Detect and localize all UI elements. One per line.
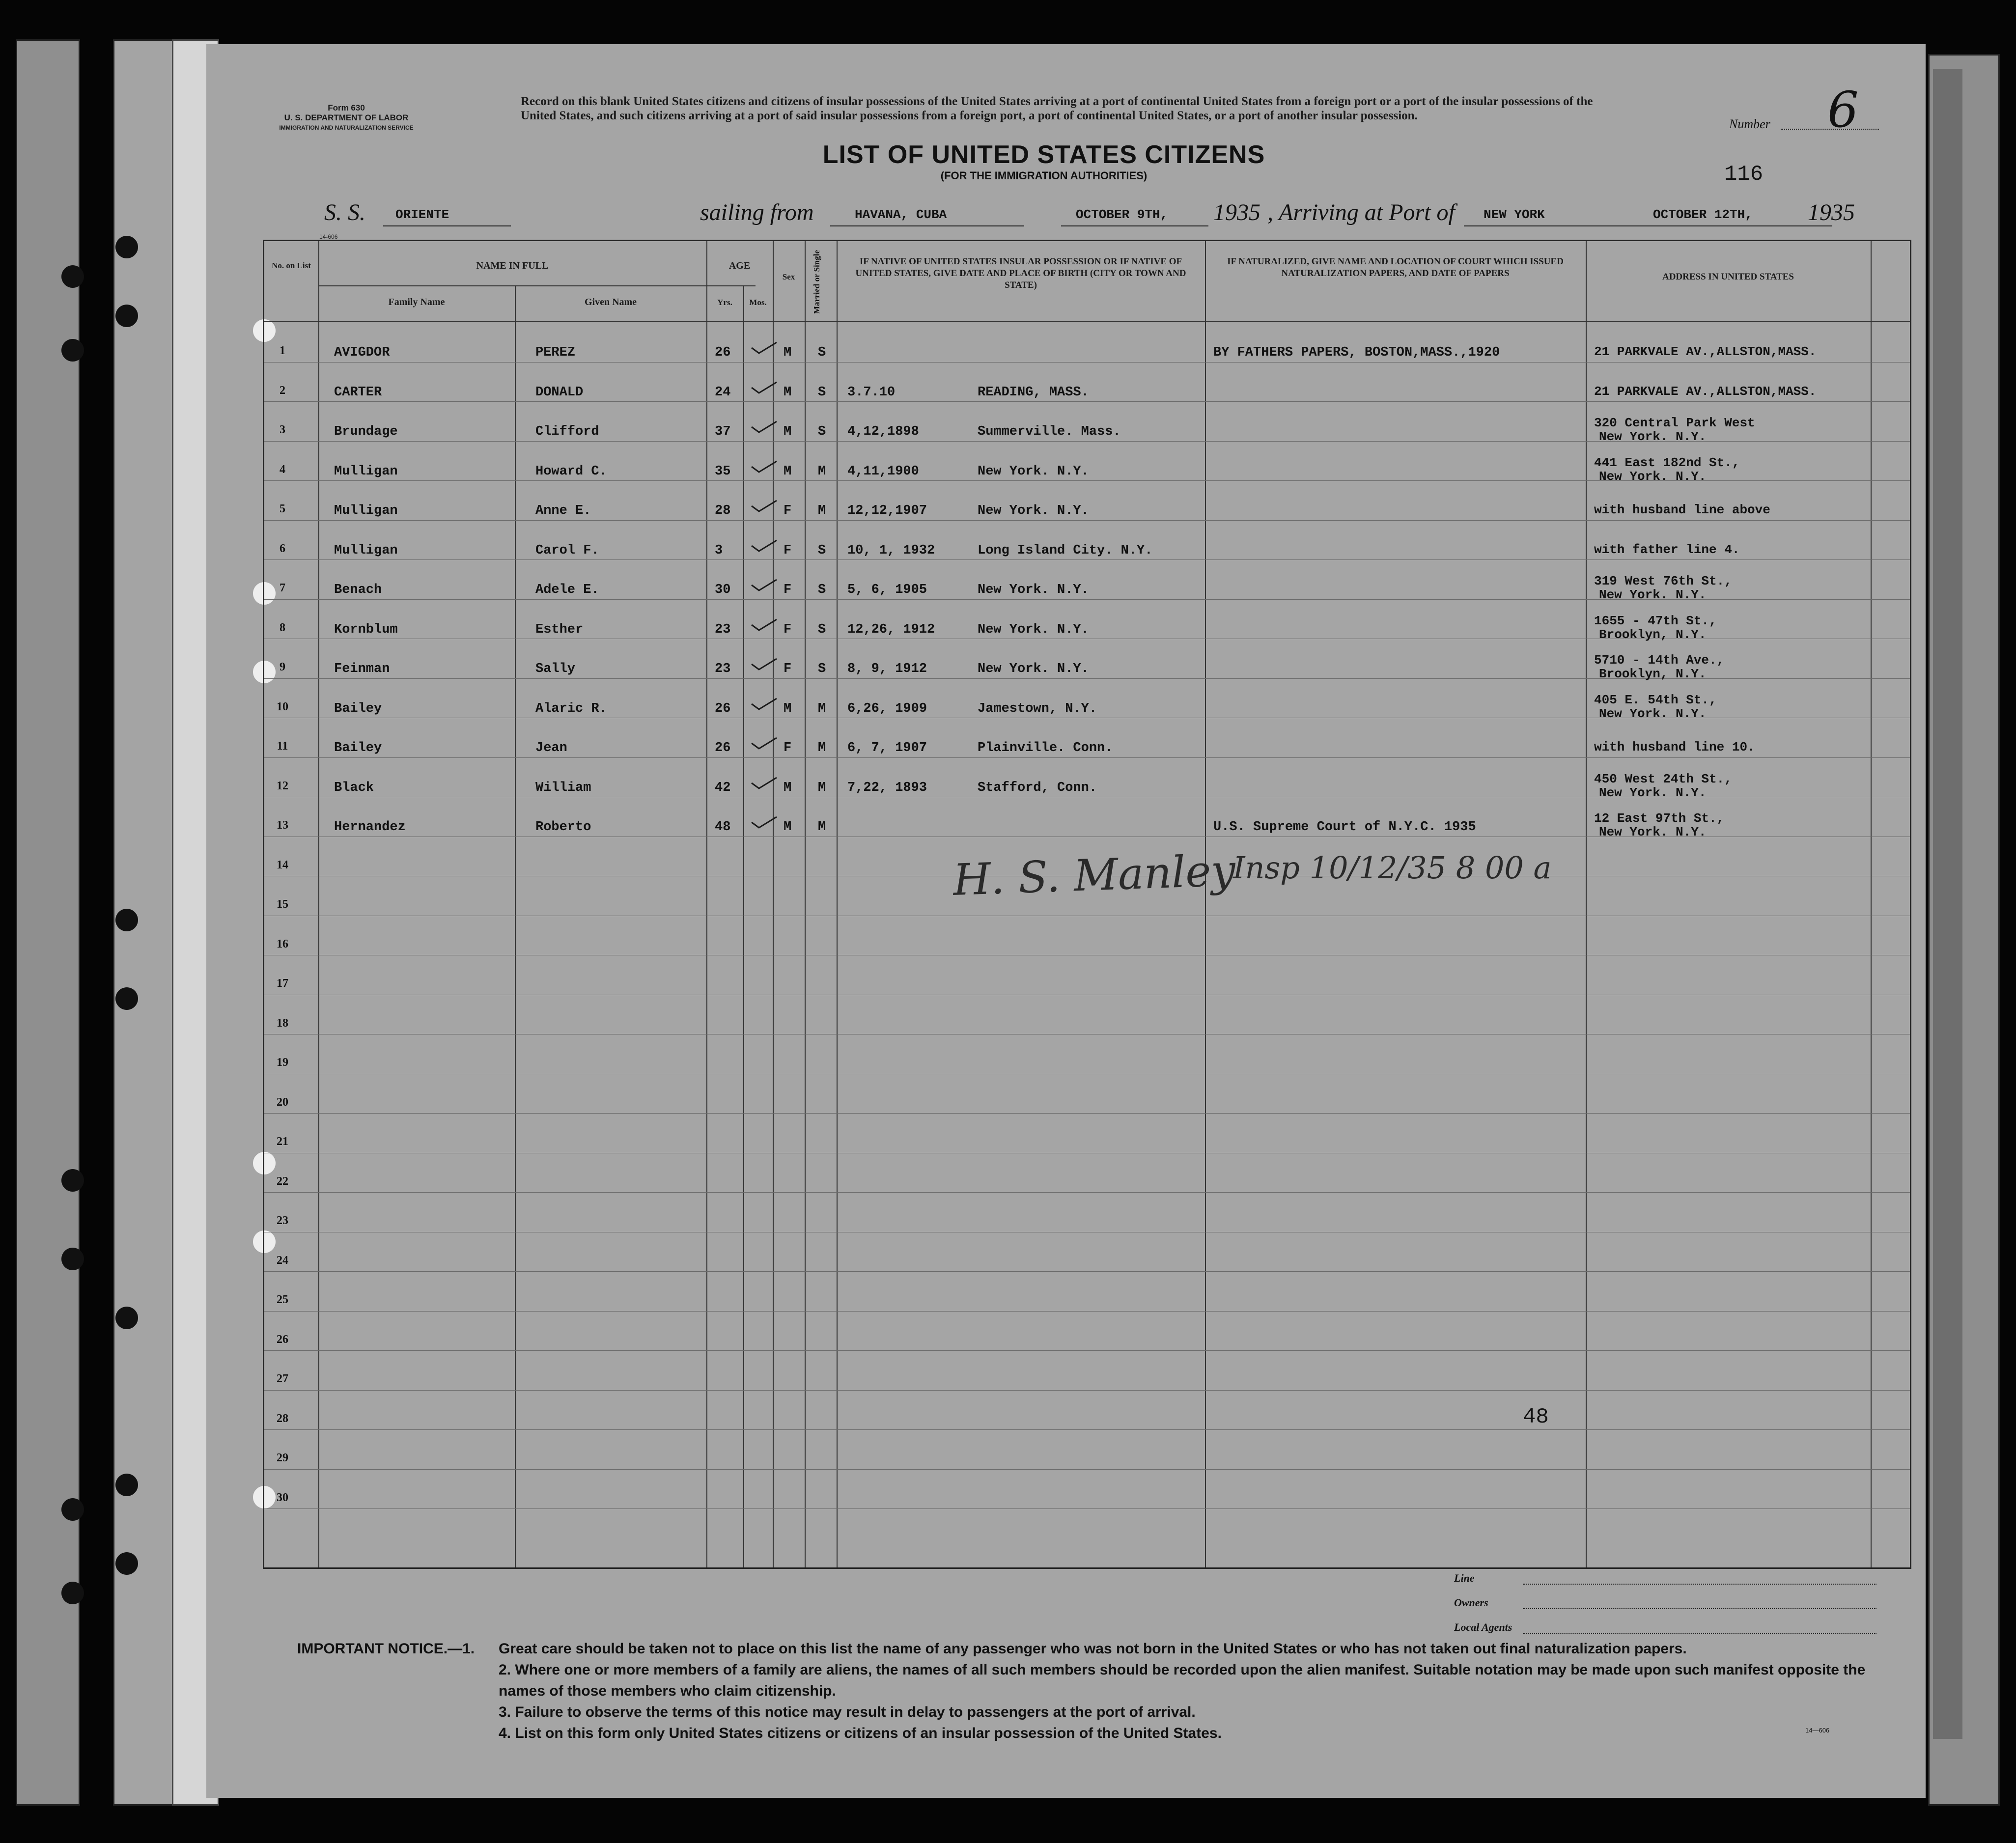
- sex: F: [784, 741, 792, 755]
- line-field: [1523, 1584, 1876, 1585]
- address-line-2: Brooklyn, N.Y.: [1599, 627, 1707, 642]
- address-line-1: 319 West 76th St.,: [1594, 574, 1732, 588]
- departure-date: OCTOBER 9TH,: [1076, 207, 1168, 222]
- birth-place: Long Island City. N.Y.: [978, 543, 1153, 558]
- sex: M: [784, 780, 792, 795]
- sex: F: [784, 583, 792, 597]
- punch-hole: [115, 236, 138, 258]
- age-years: 30: [715, 583, 731, 597]
- address-line-1: 21 PARKVALE AV.,ALLSTON,MASS.: [1594, 344, 1817, 359]
- family-name: Kornblum: [334, 622, 398, 637]
- address-line-2: New York. N.Y.: [1599, 825, 1707, 839]
- address-line-1: with husband line above: [1594, 503, 1770, 517]
- address-line-2: Brooklyn, N.Y.: [1599, 667, 1707, 681]
- age-years: 23: [715, 662, 731, 676]
- number-label: Number: [1729, 117, 1770, 131]
- address-line-2: New York. N.Y.: [1599, 706, 1707, 721]
- age-years: 26: [715, 345, 731, 360]
- address-line-1: 450 West 24th St.,: [1594, 771, 1732, 786]
- birth-place: New York. N.Y.: [978, 622, 1089, 637]
- family-name: Mulligan: [334, 543, 398, 558]
- row-number: 7: [280, 582, 285, 594]
- marital-status: S: [818, 424, 826, 439]
- row-number: 18: [277, 1016, 288, 1030]
- row-number: 4: [280, 463, 285, 476]
- row-rule: [264, 1390, 1910, 1391]
- row-rule: [264, 1350, 1910, 1351]
- marital-status: M: [818, 701, 826, 716]
- sex: M: [784, 385, 792, 400]
- address-line-2: New York. N.Y.: [1599, 785, 1707, 800]
- naturalization: U.S. Supreme Court of N.Y.C. 1935: [1213, 820, 1476, 835]
- address-line-2: New York. N.Y.: [1599, 587, 1707, 602]
- marital-status: S: [818, 622, 826, 637]
- given-name: Roberto: [535, 820, 591, 835]
- row-rule: [264, 1429, 1910, 1430]
- row-number: 27: [277, 1372, 288, 1385]
- row-rule: [264, 1192, 1910, 1193]
- row-rule: [264, 1271, 1910, 1272]
- birth-date: 12,12,1907: [847, 503, 927, 518]
- header-yrs: Yrs.: [717, 298, 732, 307]
- notice-item-4: 4. List on this form only United States citizens or citizens of an insular possession of the United States.: [499, 1725, 1222, 1741]
- birth-place: New York. N.Y.: [978, 583, 1089, 597]
- address-line-1: 21 PARKVALE AV.,ALLSTON,MASS.: [1594, 384, 1817, 399]
- address-line-1: 5710 - 14th Ave.,: [1594, 653, 1725, 668]
- birth-place: Summerville. Mass.: [978, 424, 1121, 439]
- given-name: Esther: [535, 622, 584, 637]
- family-name: Mulligan: [334, 464, 398, 479]
- family-name: AVIGDOR: [334, 345, 390, 360]
- birth-date: 6, 7, 1907: [847, 741, 927, 755]
- row-rule: [264, 1311, 1910, 1312]
- given-name: William: [535, 780, 591, 795]
- form-code: 14—606: [1805, 1727, 1830, 1734]
- header-naturalized: IF NATURALIZED, GIVE NAME AND LOCATION OF COURT WHICH ISSUED NATURALIZATION PAPERS, AND DATE OF PAPERS: [1227, 256, 1564, 279]
- inspection-notation: Insp 10/12/35 8 00 a: [1233, 850, 1552, 886]
- header-sex: Sex: [782, 272, 795, 281]
- arrival-year: 1935: [1808, 199, 1855, 225]
- marital-status: M: [818, 464, 826, 479]
- arrival-port: NEW YORK: [1484, 207, 1545, 222]
- sailing-label: sailing from: [700, 199, 814, 225]
- family-name: Bailey: [334, 741, 382, 755]
- birth-place: Stafford, Conn.: [978, 780, 1097, 795]
- birth-date: 6,26, 1909: [847, 701, 927, 716]
- sex: F: [784, 622, 792, 637]
- birth-date: 8, 9, 1912: [847, 662, 927, 676]
- row-number: 11: [277, 740, 288, 753]
- punch-hole: [115, 909, 138, 931]
- family-name: Benach: [334, 583, 382, 597]
- check-mark-icon: [749, 340, 779, 355]
- family-name: Hernandez: [334, 820, 406, 835]
- header-family-name: Family Name: [388, 297, 445, 307]
- row-number: 12: [277, 779, 288, 792]
- row-number: 9: [280, 661, 285, 673]
- stamp-number: 116: [1724, 162, 1764, 187]
- header-address: ADDRESS IN UNITED STATES: [1662, 272, 1794, 282]
- birth-place: Plainville. Conn.: [978, 741, 1113, 755]
- row-number: 30: [277, 1491, 288, 1504]
- right-binder-shadow: [1933, 69, 1962, 1739]
- notice-lead: IMPORTANT NOTICE.—1.: [297, 1641, 475, 1657]
- header-name-in-full: NAME IN FULL: [476, 260, 549, 271]
- given-name: DONALD: [535, 385, 584, 400]
- tally-number: 48: [1523, 1405, 1549, 1429]
- address-line-1: with husband line 10.: [1594, 740, 1755, 754]
- punch-hole: [115, 1552, 138, 1575]
- punch-hole: [61, 1582, 84, 1604]
- row-rule: [264, 362, 1910, 363]
- age-years: 28: [715, 503, 731, 518]
- punch-hole: [115, 987, 138, 1010]
- marital-status: M: [818, 503, 826, 518]
- birth-place: New York. N.Y.: [978, 464, 1089, 479]
- voyage-line: [324, 199, 1862, 231]
- given-name: Adele E.: [535, 583, 599, 597]
- check-mark-icon: [749, 697, 779, 711]
- header-birth: IF NATIVE OF UNITED STATES INSULAR POSSESSION OR IF NATIVE OF UNITED STATES, GIVE DATE AND PLACE OF BIRTH (CITY OR TOWN AND STATE): [855, 256, 1186, 290]
- header-married-single: Married or Single: [812, 250, 821, 314]
- row-rule: [264, 757, 1910, 758]
- sex: F: [784, 503, 792, 518]
- service-name: IMMIGRATION AND NATURALIZATION SERVICE: [279, 124, 414, 131]
- sex: M: [784, 701, 792, 716]
- given-name: Clifford: [535, 424, 599, 439]
- departure-year: 1935: [1213, 199, 1260, 225]
- check-mark-icon: [749, 617, 779, 632]
- notice-item-1: Great care should be taken not to place on this list the name of any passenger who was not born in the United States or who has not taken out final naturalization papers.: [499, 1641, 1687, 1657]
- family-name: Feinman: [334, 662, 390, 676]
- row-number: 10: [277, 700, 288, 713]
- form-instructions: Record on this blank United States citizens and citizens of insular possessions of the United States arriving at a port of continental United States from a foreign port or a port of the insular possessions of the United States, and such citizens arriving at a port of said insular possessions from a foreign port, a port of continental United States, or a port of another insular possession.: [521, 95, 1593, 122]
- family-name: Mulligan: [334, 503, 398, 518]
- owners-field: [1523, 1608, 1876, 1609]
- punch-hole: [115, 1307, 138, 1329]
- given-name: Carol F.: [535, 543, 599, 558]
- family-name: Bailey: [334, 701, 382, 716]
- age-years: 26: [715, 701, 731, 716]
- row-rule: [264, 520, 1910, 521]
- punch-hole: [61, 1498, 84, 1521]
- family-name: Black: [334, 780, 374, 795]
- marital-status: S: [818, 385, 826, 400]
- page-subtitle: (FOR THE IMMIGRATION AUTHORITIES): [940, 169, 1148, 182]
- check-mark-icon: [749, 776, 779, 790]
- ship-name: ORIENTE: [395, 207, 449, 222]
- marital-status: M: [818, 820, 826, 835]
- birth-place: Jamestown, N.Y.: [978, 701, 1097, 716]
- row-number: 23: [277, 1214, 288, 1227]
- marital-status: S: [818, 345, 826, 360]
- header-given-name: Given Name: [584, 297, 637, 307]
- address-line-2: New York. N.Y.: [1599, 429, 1707, 444]
- given-name: PEREZ: [535, 345, 576, 360]
- marital-status: M: [818, 780, 826, 795]
- arriving-label: , Arriving at Port of: [1267, 199, 1455, 225]
- address-line-1: with father line 4.: [1594, 542, 1740, 557]
- sex: M: [784, 820, 792, 835]
- small-tag: 14-606: [319, 233, 338, 240]
- sheet-number: 6: [1827, 81, 1859, 139]
- age-years: 3: [715, 543, 723, 558]
- naturalization: BY FATHERS PAPERS, BOSTON,MASS.,1920: [1213, 345, 1500, 360]
- check-mark-icon: [749, 380, 779, 395]
- row-number: 19: [277, 1056, 288, 1069]
- department-name: U. S. DEPARTMENT OF LABOR: [284, 113, 409, 122]
- row-rule: [264, 1113, 1910, 1114]
- marital-status: M: [818, 741, 826, 755]
- age-years: 35: [715, 464, 731, 479]
- punch-hole: [115, 305, 138, 327]
- check-mark-icon: [749, 578, 779, 592]
- sex: M: [784, 424, 792, 439]
- check-mark-icon: [749, 538, 779, 553]
- punch-hole: [61, 1248, 84, 1270]
- birth-date: 4,12,1898: [847, 424, 919, 439]
- notice-item-2: 2. Where one or more members of a family are aliens, the names of all such members should be recorded upon the alien manifest. Suitable notation may be made upon such manifest opposite the names of those members who claim citizenship.: [499, 1662, 1866, 1699]
- age-years: 48: [715, 820, 731, 835]
- birth-place: READING, MASS.: [978, 385, 1089, 400]
- marital-status: S: [818, 583, 826, 597]
- row-rule: [264, 559, 1910, 560]
- birth-date: 3.7.10: [847, 385, 896, 400]
- sex: M: [784, 464, 792, 479]
- birth-date: 4,11,1900: [847, 464, 919, 479]
- row-number: 28: [277, 1412, 288, 1425]
- row-number: 22: [277, 1174, 288, 1188]
- birth-date: 10, 1, 1932: [847, 543, 935, 558]
- row-number: 8: [280, 621, 285, 634]
- check-mark-icon: [749, 459, 779, 474]
- owners-label: Owners: [1454, 1596, 1488, 1609]
- row-number: 20: [277, 1095, 288, 1109]
- birth-place: New York. N.Y.: [978, 662, 1089, 676]
- row-number: 3: [280, 423, 285, 436]
- ss-label: S. S.: [324, 199, 365, 225]
- birth-date: 12,26, 1912: [847, 622, 935, 637]
- address-line-1: 1655 - 47th St.,: [1594, 613, 1717, 628]
- row-number: 29: [277, 1452, 288, 1464]
- age-years: 23: [715, 622, 731, 637]
- page-title: LIST OF UNITED STATES CITIZENS: [822, 140, 1265, 169]
- sex: F: [784, 543, 792, 558]
- line-label: Line: [1454, 1572, 1475, 1584]
- age-years: 26: [715, 741, 731, 755]
- punch-hole: [115, 1474, 138, 1496]
- check-mark-icon: [749, 815, 779, 830]
- row-number: 26: [277, 1333, 288, 1346]
- birth-date: 7,22, 1893: [847, 780, 927, 795]
- given-name: Jean: [535, 741, 567, 755]
- address-line-2: New York. N.Y.: [1599, 469, 1707, 484]
- row-number: 15: [277, 898, 288, 911]
- inspector-signature: H. S. Manley: [952, 844, 1236, 906]
- sex: F: [784, 662, 792, 676]
- row-number: 1: [280, 344, 285, 357]
- form-identifier: [255, 103, 437, 133]
- age-years: 42: [715, 780, 731, 795]
- check-mark-icon: [749, 736, 779, 751]
- row-number: 25: [277, 1293, 288, 1306]
- punch-hole: [61, 339, 84, 362]
- age-years: 37: [715, 424, 731, 439]
- family-name: CARTER: [334, 385, 382, 400]
- row-number: 14: [277, 858, 288, 871]
- header-age: AGE: [728, 260, 751, 271]
- row-number: 21: [277, 1135, 288, 1148]
- punch-hole: [61, 1169, 84, 1192]
- row-number: 6: [280, 542, 285, 555]
- family-name: Brundage: [334, 424, 398, 439]
- binder-strip-outer: [16, 39, 80, 1806]
- address-line-1: 405 E. 54th St.,: [1594, 692, 1717, 707]
- sex: M: [784, 345, 792, 360]
- birth-date: 5, 6, 1905: [847, 583, 927, 597]
- given-name: Anne E.: [535, 503, 591, 518]
- row-number: 16: [277, 937, 288, 950]
- given-name: Howard C.: [535, 464, 607, 479]
- marital-status: S: [818, 662, 826, 676]
- address-line-1: 441 East 182nd St.,: [1594, 455, 1740, 470]
- check-mark-icon: [749, 499, 779, 513]
- agents-field: [1523, 1633, 1876, 1634]
- check-mark-icon: [749, 657, 779, 671]
- punch-hole: [61, 265, 84, 288]
- given-name: Sally: [535, 662, 576, 676]
- marital-status: S: [818, 543, 826, 558]
- row-rule: [264, 401, 1910, 402]
- form-number: Form 630: [328, 103, 365, 112]
- address-line-1: 12 East 97th St.,: [1594, 811, 1725, 826]
- agents-label: Local Agents: [1454, 1621, 1512, 1633]
- birth-place: New York. N.Y.: [978, 503, 1089, 518]
- row-number: 17: [277, 977, 288, 990]
- notice-item-3: 3. Failure to observe the terms of this notice may result in delay to passengers at the port of arrival.: [499, 1704, 1196, 1720]
- given-name: Alaric R.: [535, 701, 607, 716]
- header-mos: Mos.: [749, 298, 767, 307]
- departure-port: HAVANA, CUBA: [855, 207, 947, 222]
- header-no-on-list: No. on List: [272, 261, 311, 270]
- row-rule: [264, 1508, 1910, 1509]
- row-number: 13: [277, 819, 288, 832]
- check-mark-icon: [749, 419, 779, 434]
- row-number: 5: [280, 503, 285, 515]
- row-number: 2: [280, 384, 285, 397]
- address-line-1: 320 Central Park West: [1594, 416, 1755, 430]
- age-years: 24: [715, 385, 731, 400]
- arrival-date: OCTOBER 12TH,: [1653, 207, 1753, 222]
- row-rule: [264, 1469, 1910, 1470]
- row-number: 24: [277, 1254, 288, 1267]
